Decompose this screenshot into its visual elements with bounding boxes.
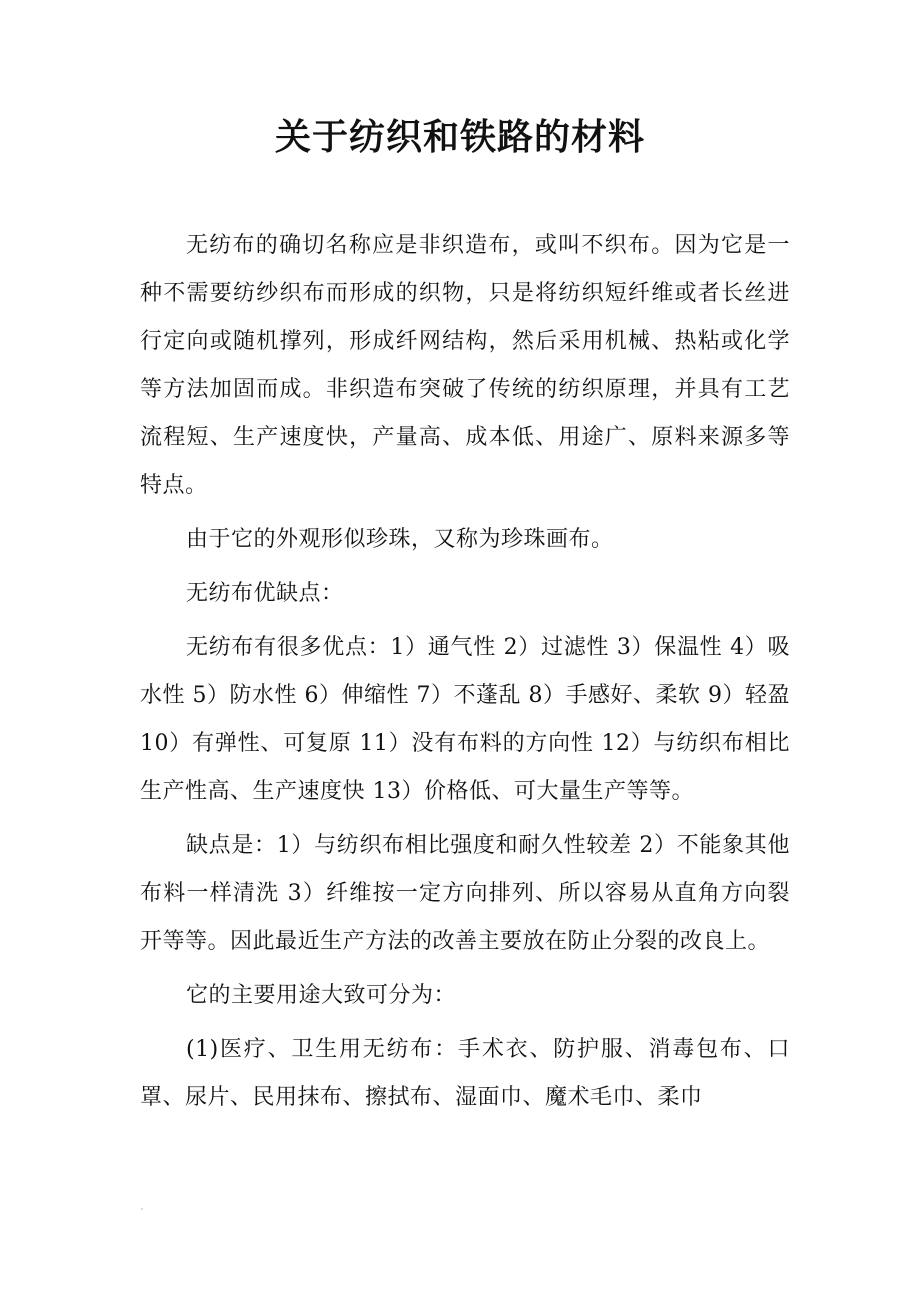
document-title: 关于纺织和铁路的材料: [274, 117, 645, 158]
paragraph-disadvantages: 缺点是：1）与纺织布相比强度和耐久性较差 2）不能象其他布料一样清洗 3）纤维按一定方向排列、所以容易从直角方向裂开等等。因此最近生产方法的改善主要放在防止分裂的改良上。: [140, 833, 790, 954]
paragraph-pearl-cloth: 由于它的外观形似珍珠，又称为珍珠画布。: [186, 527, 614, 552]
page-speck: [141, 1208, 143, 1210]
paragraph-medical-uses: (1)医疗、卫生用无纺布：手术衣、防护服、消毒包布、口罩、尿片、民用抹布、擦拭布、湿面巾、魔术毛巾、柔巾: [140, 1037, 790, 1110]
paragraph-advantages: 无纺布有很多优点：1）通气性 2）过滤性 3）保温性 4）吸水性 5）防水性 6）伸缩性 7）不蓬乱 8）手感好、柔软 9）轻盈 10）有弹性、可复原 11）没有布料的方向性 12）与纺织布相比生产性高、生产速度快 13）价格低、可大量生产等等。: [140, 635, 790, 804]
paragraph-pros-cons-heading: 无纺布优缺点：: [186, 581, 344, 606]
document-body: [140, 222, 790, 1128]
paragraph-definition: 无纺布的确切名称应是非织造布，或叫不织布。因为它是一种不需要纺纱织布而形成的织物，只是将纺织短纤维或者长丝进行定向或随机撑列，形成纤网结构，然后采用机械、热粘或化学等方法加固而成。非织造布突破了传统的纺织原理，并具有工艺流程短、生产速度快，产量高、成本低、用途广、原料来源多等特点。: [140, 233, 790, 498]
paragraph-uses-intro: 它的主要用途大致可分为：: [186, 983, 457, 1008]
